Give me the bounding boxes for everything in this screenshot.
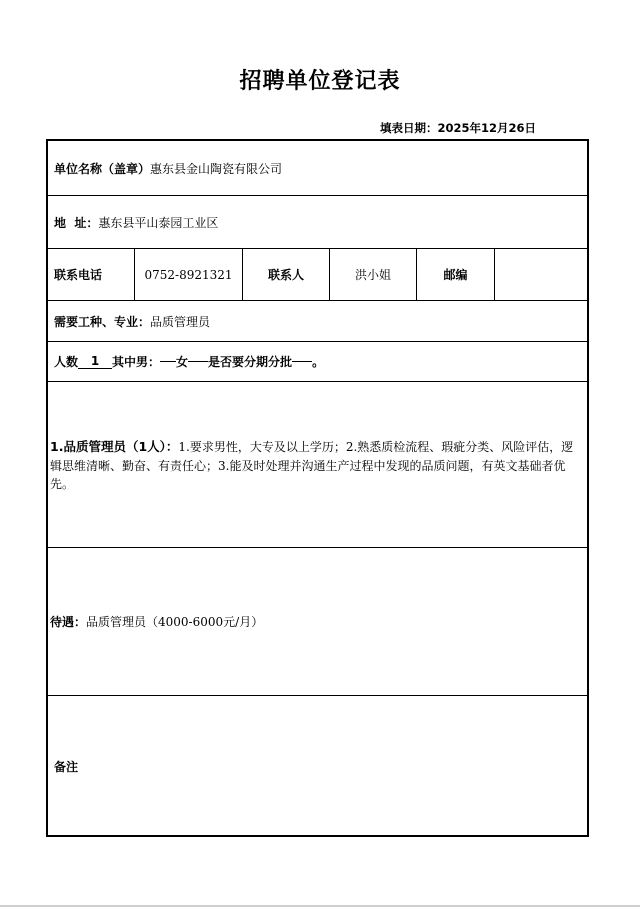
requirements-text: 1.要求男性，大专及以上学历；2.熟悉质检流程、瑕疵分类、风险评估，逻辑思维清晰、勤奋、有责任心；3.能及时处理并沟通生产过程中发现的品质问题，有英文基础者优先。 xyxy=(50,440,574,491)
form-title: 招聘单位登记表 xyxy=(239,69,401,94)
job-field[interactable]: 品质管理员 xyxy=(150,314,211,329)
contact-row xyxy=(48,249,587,301)
remarks-row xyxy=(48,696,587,837)
contact-person-field[interactable]: 洪小姐 xyxy=(354,268,391,282)
address-field[interactable]: 惠东县平山泰园工业区 xyxy=(98,215,219,230)
address-row xyxy=(48,196,587,249)
job-label: 需要工种、专业： xyxy=(54,314,151,329)
registration-form xyxy=(46,139,589,837)
female-field[interactable] xyxy=(188,361,208,362)
postcode-label: 邮编 xyxy=(443,268,468,282)
headcount-field[interactable]: 1 xyxy=(78,354,112,369)
phone-field[interactable]: 0752-8921321 xyxy=(144,267,233,282)
postcode-field[interactable] xyxy=(495,249,587,300)
phone-label: 联系电话 xyxy=(54,268,103,282)
headcount-end: 。 xyxy=(312,355,325,369)
headcount-row xyxy=(48,342,587,382)
company-name-field[interactable]: 惠东县金山陶瓷有限公司 xyxy=(150,161,283,176)
batch-field[interactable] xyxy=(292,361,312,362)
requirements-title: 1.品质管理员（1人）： xyxy=(50,439,179,454)
salary-field[interactable]: 品质管理员（4000-6000元/月） xyxy=(86,615,264,629)
male-field[interactable] xyxy=(160,361,176,362)
requirements-row xyxy=(48,382,587,548)
headcount-label: 人数 xyxy=(54,355,79,369)
company-label: 单位名称（盖章） xyxy=(54,161,151,176)
page-bottom-divider xyxy=(0,905,640,907)
batch-label: 是否要分期分批 xyxy=(208,355,293,369)
male-label: 其中男： xyxy=(112,355,161,369)
job-row xyxy=(48,301,587,342)
requirements-content[interactable] xyxy=(50,438,583,493)
contact-person-label: 联系人 xyxy=(267,268,304,282)
address-label: 地 址： xyxy=(54,215,99,230)
fill-date: 填表日期：2025年12月26日 xyxy=(380,121,537,135)
company-row xyxy=(48,141,587,196)
remarks-label: 备注 xyxy=(54,760,79,774)
female-label: 女 xyxy=(176,355,189,369)
salary-row xyxy=(48,548,587,696)
salary-label: 待遇： xyxy=(50,615,87,629)
